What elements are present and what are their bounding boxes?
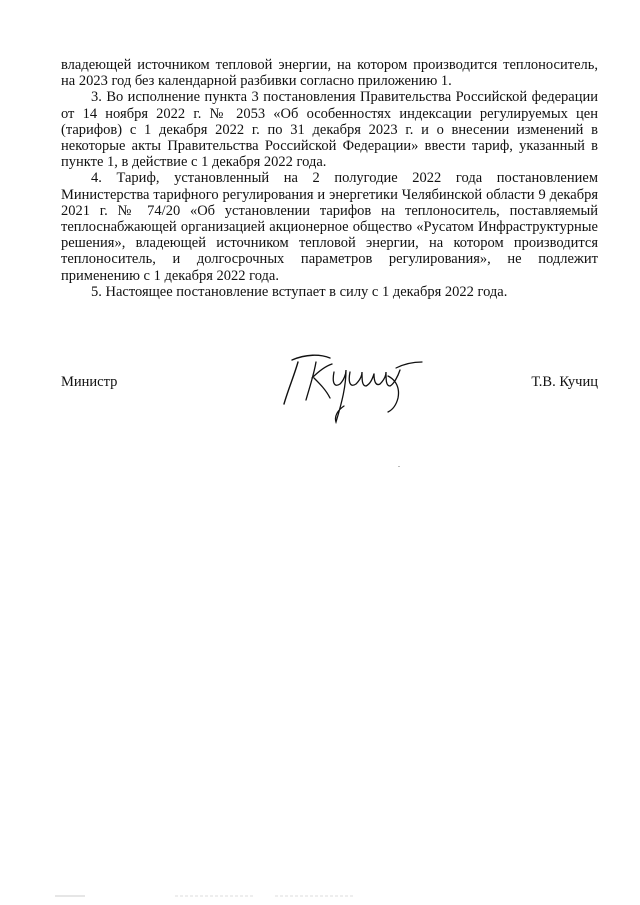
- document-body: [61, 57, 598, 300]
- paragraph-continuation: владеющей источником тепловой энергии, на котором производится теплоноситель, на 2023 год без календарной разбивки согласно приложению 1.: [61, 57, 598, 90]
- scan-speck: [398, 466, 400, 467]
- footer-scan-marks: [55, 894, 475, 898]
- signer-position: Министр: [61, 374, 118, 390]
- paragraph-4: 4. Тариф, установленный на 2 полугодие 2022 года постановлением Министерства тарифного регулирования и энергетики Челябинской области 9 декабря 2021 г. № 74/20 «Об установлении тарифов на теплоноситель, поставляемый теплоснабжающей организацией акционерное общество «Русатом Инфраструктурные решения», владеющей источником тепловой энергии, на котором производится теплоноситель, и долгосрочных параметров регулирования», не подлежит применению с 1 декабря 2022 года.: [61, 170, 598, 284]
- handwritten-signature: [276, 346, 426, 426]
- paragraph-5: 5. Настоящее постановление вступает в силу с 1 декабря 2022 года.: [91, 283, 508, 300]
- paragraph-3: 3. Во исполнение пункта 3 постановления Правительства Российской федерации от 14 ноября 2022 г. № 2053 «Об особенностях индексации регулируемых цен (тарифов) с 1 декабря 2022 г. по 31 декабря 2023 г. и о внесении изменений в некоторые акты Правительства Российской Федерации» ввести тариф, указанный в пункте 1, в действие с 1 декабря 2022 года.: [61, 89, 598, 171]
- signer-name: Т.В. Кучиц: [531, 374, 598, 390]
- signature-block: [61, 364, 598, 424]
